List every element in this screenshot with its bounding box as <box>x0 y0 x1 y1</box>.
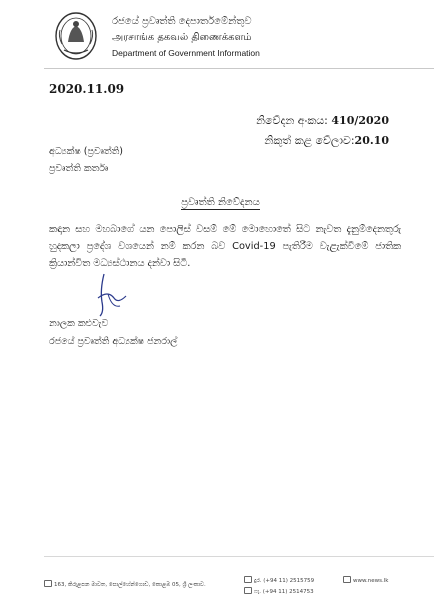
release-time-value: 20.10 <box>354 134 389 147</box>
release-number-label: නිවේදන අංකය: <box>256 114 328 127</box>
letterhead-sinhala: රජයේ ප්‍රවෘත්ති දෙපාර්තමේන්තුව <box>112 16 252 27</box>
release-number <box>256 114 389 128</box>
footer-fax-value: (+94 11) 2514753 <box>262 589 314 595</box>
fax-icon <box>244 587 252 594</box>
signatory-title: රජයේ ප්‍රවෘත්ති අධ්‍යක්ෂ ජනරාල් <box>49 336 178 347</box>
document-heading-text: ප්‍රවෘත්ති නිවේදනය <box>181 197 260 208</box>
recipient-line-1: අධ්‍යක්ෂ (ප්‍රවෘත්ති) <box>49 146 124 157</box>
footer-tel-value: (+94 11) 2515759 <box>263 578 315 584</box>
release-date: 2020.11.09 <box>49 82 125 96</box>
footer-fax <box>244 587 314 596</box>
footer-address <box>44 580 206 589</box>
footer-website-link[interactable]: www.news.lk <box>353 578 389 584</box>
footer-address-text: 163, කිරුළපන මාවත, පොල්හේන්ගොඩ, කොළඹ 05, ශ්‍රී ලංකාව. <box>54 582 206 588</box>
footer-telephone <box>244 576 314 585</box>
signature-icon <box>86 268 136 320</box>
recipient-line-2: ප්‍රවෘත්ති කර්තෘ <box>49 163 109 174</box>
letterhead-english: Department of Government Information <box>112 48 260 58</box>
phone-icon <box>244 576 252 583</box>
footer-fax-label: ෆැ. <box>254 589 262 595</box>
footer-website[interactable] <box>343 576 388 584</box>
document-heading <box>0 197 441 208</box>
footer-tel-label: දුර. <box>254 578 262 584</box>
letterhead-tamil: அரசாங்க தகவல் திணைக்களம் <box>112 32 252 43</box>
release-number-value: 410/2020 <box>331 114 389 127</box>
letterhead-divider <box>44 68 434 69</box>
globe-icon <box>343 576 351 583</box>
letterhead <box>54 10 260 66</box>
footer-divider <box>44 556 434 557</box>
release-body: කඳාන සහ මහබාගේ යන පොලිස් වසම් මේ මොහොතේ සිට නැවත දැනුම්දෙනතුරු හුදකලා ප්‍රදේශ වශයෙන් නම් කරන බව Covid-19 පැතිරීම වැළැක්වීමේ ජාතික ක්‍රියාන්විත මධ්‍යස්ථානය දන්වා සිටී. <box>49 224 401 269</box>
release-time-label: නිකුත් කළ වේලාව: <box>264 134 355 147</box>
sri-lanka-emblem-icon <box>54 10 98 62</box>
location-icon <box>44 580 52 587</box>
signatory-name: නාලක කළුවැව <box>49 318 109 329</box>
release-time <box>264 134 389 148</box>
